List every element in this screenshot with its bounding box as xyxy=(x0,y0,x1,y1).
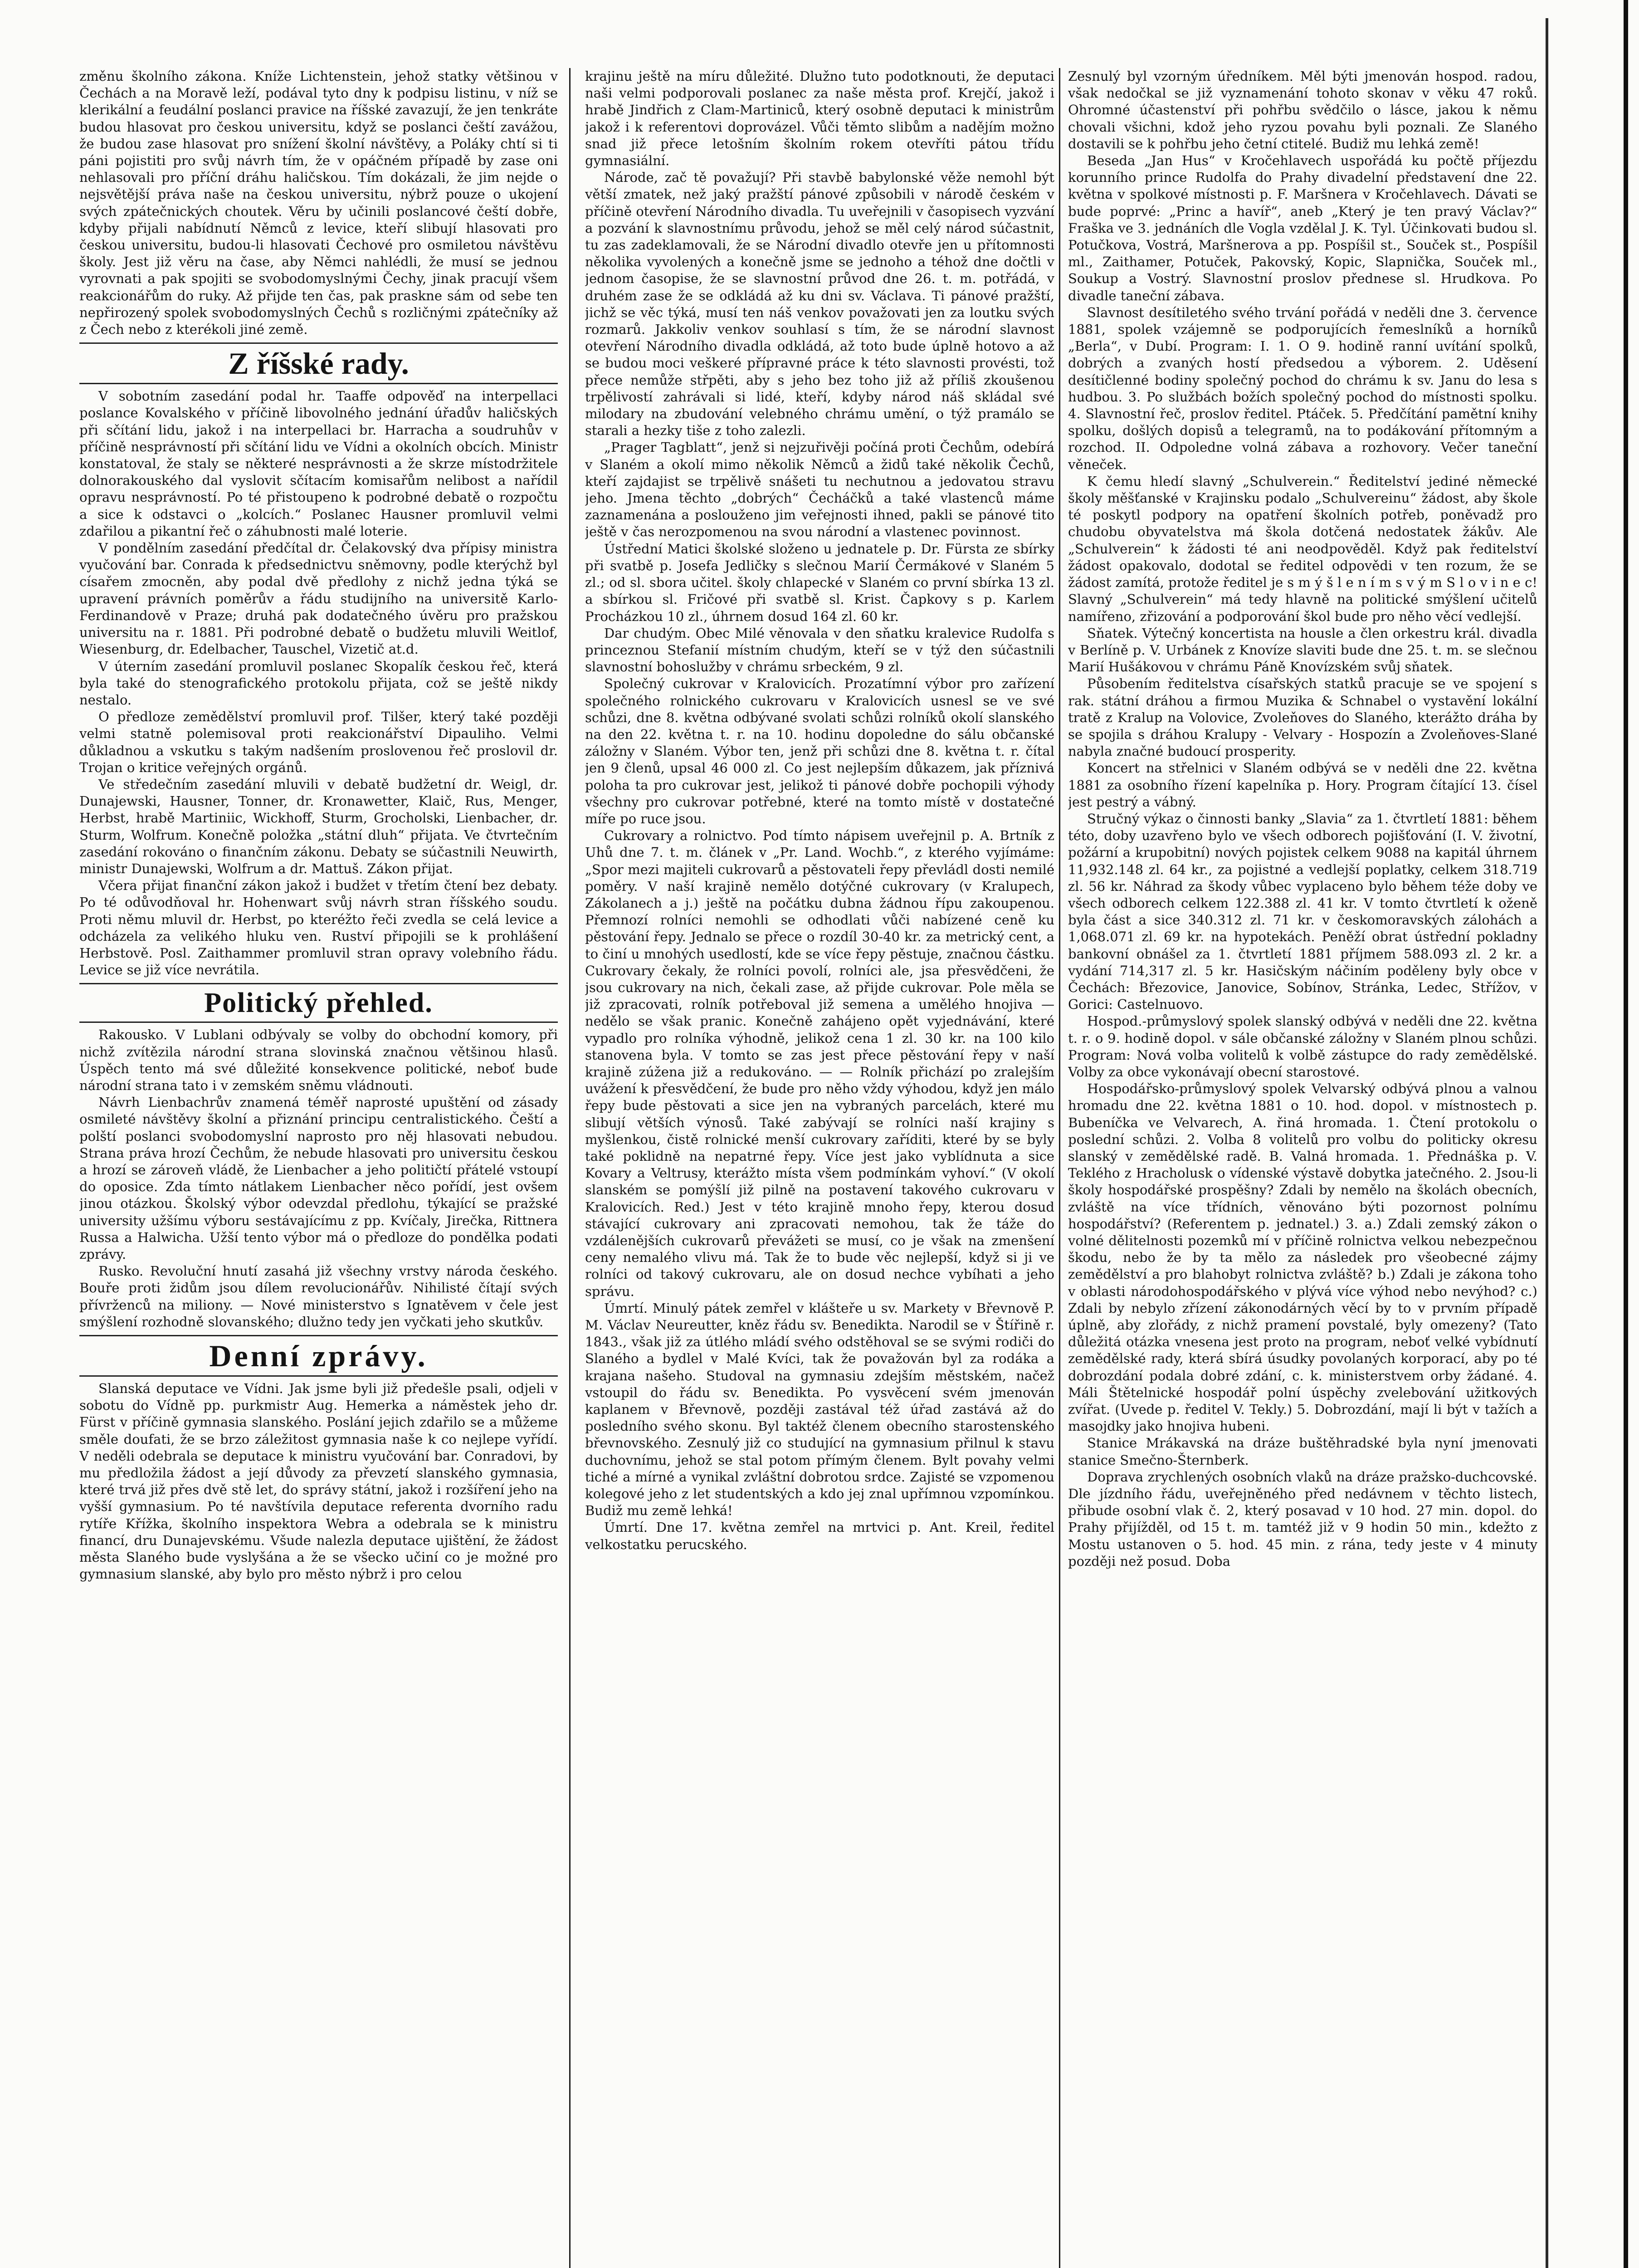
article-text: Hospod.-průmyslový spolek slanský odbývá v neděli dne 22. května t. r. o 9. hodině dopol. v sále občanské záložny v Slaném plnou schůzi. Program: Nová volba volitelů k volbě zástupce do rady zemědělské. Volby za obce vykonávají obecní starostové. xyxy=(1068,1013,1537,1080)
article-text: Sňatek. Výtečný koncertista na housle a člen orkestru král. divadla v Berlíně p. V. Urbánek z Knovíze slaviti bude dne 25. t. m. se slečnou Marií Hušákovou v chrámu Páně Knovízském svůj sňatek. xyxy=(1068,625,1537,675)
article-text: O předloze zemědělství promluvil prof. Tilšer, který také později velmi statně polemisoval proti reakcionářství Dipauliho. Velmi důkladnou a vskutku s takým nadšením proslovenou řeč proslovil dr. Trojan o kritice veřejných orgánů. xyxy=(79,709,558,775)
article-text: „Prager Tagblatt“, jenž si nejzuřivěji počíná proti Čechům, odebírá v Slaném a okolí mimo několik Němců a židů také několik Čechů, kteří zajdajist se trpělivě snášeti tu nechutnou a jedovatou stravu jeho. Jmena těchto „dobrých“ Čecháčků a také vlastenců máme zaznamenána a poslouženo jim veřejnosti ihned, pakli se pánové tito ještě v čas nerozpomenou na svou národní a vlastenec povinnost. xyxy=(585,440,1054,540)
article-text: Stručný výkaz o činnosti banky „Slavia“ za 1. čtvrtletí 1881: během této, doby uzavřeno bylo ve všech odborech pojišťování (I. V. životní, požární a krupobitní) nových pojistek celkem 9088 na kapitál úhrnem 11,932.148 zl. 64 kr., za pojistné a vedlejší poplatky, celkem 318.719 zl. 56 kr. Náhrad za škody vůbec vyplaceno bylo během téže doby ve všech odborech celkem 122.388 zl. 41 kr. V tomto čtvrtletí k oženě byla část a sice 340.312 zl. 71 kr. v českomoravských zálohách a 1,068.071 zl. 69 kr. na hypotekách. Peněží obrat ústřední pokladny bankovní obnášel za 1. čtvrtletí 1881 příjmem 588.093 zl. 2 kr. a vydání 714,317 zl. 5 kr. Hasičským náčiním poděleny byly obce v Čechách: Březovice, Janovice, Sobínov, Stránka, Ledec, Střížov, v Gorici: Castelnuovo. xyxy=(1068,811,1537,1012)
column-3 xyxy=(1068,68,1537,2268)
section-heading-zpravy: Denní zprávy. xyxy=(79,1335,558,1377)
article-text: změnu školního zákona. Kníže Lichtenstein, jehož statky většinou v Čechách a na Moravě leží, podával tyto dny k podpisu listinu, v níž se klerikální a feudální poslanci pravice na říšské zavazují, že jen tenkráte budou hlasovat pro českou universitu, když se poslanci čeští zavážou, že budou zase hlasovat pro snížení školní návštěvy, a Poláky chtí si ti páni pojistiti pro svůj návrh tím, že v opáčném případě by zase oni nehlasovali pro příční dráhu haličskou. Tím dokázali, že jim nejde o nejsvětější práva naše na českou universitu, nýbrž pouze o ukojení svých zpátečnických choutek. Věru by učinili poslancové čeští dobře, kdyby přijali nabídnutí Němců z levice, kteří slibují hlasovati pro českou universitu, budou-li hlasovati Čechové pro osmiletou návštěvu školy. Jest již věru na čase, aby Němci nahlédli, že musí se jednou vyrovnati a pak spojiti se svobodomyslnými Čechy, jinak pracují všem reakcionářům do ruky. Až přijde ten čas, pak praskne sám od sebe ten nepřirozený spolek svobodomyslných Čechů s rozličnými zpátečníky až z Čech nebo z kterékoli jiné země. xyxy=(79,68,558,337)
scan-page-edge xyxy=(1624,0,1628,2268)
column-rule-1 xyxy=(569,68,571,2268)
article-text: Doprava zrychlených osobních vlaků na dráze pražsko-duchcovské. Dle jízdního řádu, uveřejněného před nedávnem v těchto listech, přibude osobní vlak č. 2, který posavad v 10 hod. 27 min. dopol. do Prahy přijížděl, od 15 t. m. tamtéž již v 9 hodin 50 min., kdežto z Mostu ustanoven o 5. hod. 45 min. z rána, tedy jeste v 4 minuty později než posud. Doba xyxy=(1068,1469,1537,1569)
article-text: Ve středečním zasedání mluvili v debatě budžetní dr. Weigl, dr. Dunajewski, Hausner, Tonner, dr. Kronawetter, Klaič, Rus, Menger, Herbst, hrabě Martiniic, Wickhoff, Sturm, Grocholski, Lienbacher, dr. Sturm, Wolfrum. Konečně položka „státní dluh“ přijata. Ve čtvrtečním zasedání rokováno o finančním zákonu. Debaty se súčastnili Neuwirth, ministr Dunajewski, Wolfrum a dr. Mattuš. Zákon přijat. xyxy=(79,776,558,876)
column-1 xyxy=(79,68,558,2268)
article-text: K čemu hledí slavný „Schulverein.“ Ředitelství jediné německé školy měšťanské v Krajinsku podalo „Schulvereinu“ žádost, aby škole té poskytl podpory na opatření školních potřeb, poněvadž pro chudobu obyvatelstva má škola dotčená nedostatek žákův. Ale „Schulverein“ k žádosti té ani neodpověděl. Když pak ředitelství žádost opakovalo, dodotal se ředitel odpovědi v ten rozum, že se žádost zamítá, protože ředitel je s m ý š l e n í m s v ý m S l o v i n e c! Slavný „Schulverein“ má tedy hlavně na politické smýšlení učitelů namířeno, zřizování a podporování škol bude pro něho věcí vedlejší. xyxy=(1068,473,1537,624)
article-text: V úterním zasedání promluvil poslanec Skopalík českou řeč, která byla také do stenografického protokolu přijata, což se ještě nikdy nestalo. xyxy=(79,658,558,708)
article-text: Stanice Mrákavská na dráze buštěhradské byla nyní jmenovati stanice Smečno-Šternberk. xyxy=(1068,1435,1537,1468)
article-text: Cukrovary a rolnictvo. Pod tímto nápisem uveřejnil p. A. Brtník z Uhů dne 7. t. m. článek v „Pr. Land. Wochb.“, z kterého vyjímáme: „Spor mezi majiteli cukrovarů a pěstovateli řepy převládl dosti nemilé poměry. V naší krajině nemělo dotýčné cukrovary (v Kralupech, Zákolanech a j.) ještě na počátku dubna žádnou řípu zakoupenou. Přemnozí rolníci nemohli se odhodlati vůči nabízené ceně ku pěstování řepy. Jednalo se přece o rozdíl 30-40 kr. za metrický cent, a to činí u mnohých usedlostí, kde se více řepy pěstuje, značnou částku. Cukrovary čekaly, že rolníci povolí, rolníci ale, jsa přesvědčeni, že jsou cukrovary na nich, čekali zase, až přijde cukrovar. Pole měla se již zpracovati, rolník potřeboval již semena a umělého hnojiva — nedělo se však pranic. Konečně zahájeno opět vyjednávání, které vypadlo pro rolníka výhodně, jelikož cena 1 zl. 30 kr. na 100 kilo stanovena byla. V tomto se zas jest přece pěstování řepy v naší krajině zúžena již a redukováno. — — Rolník přichází po zralejším uvážení k přesvědčení, že bude pro něho vždy výhodou, když jen málo řepy bude pěstovati a sice jen na vybraných parcelách, které mu slibují větších výnosů. Také zabývají se rolníci naší krajiny s myšlenkou, čistě rolnické menší cukrovary zaříditi, které by se byly také poklidně na nepatrné řepy. Více jest jako vyblídnuta a sice Kovary a Veltrusy, kterážto místa všem podmínkám vyhoví.“ (V okolí slanském se pomýšlí již pilně na postavení takového cukrovaru v Kralovicích. Red.) Jest v této krajině mnoho řepy, kterou dosud stávající cukrovary ani zpracovati nemohou, tak že táže do vzdálenějších cukrovarů převážeti se musí, co je však na zmenšení ceny nemalého vlivu má. Tak že to bude věc nejlepší, když si ji ve rolníci od takový cukrovaru, ale on dosud nechce vybíhati a jeho správu. xyxy=(585,828,1054,1299)
article-text: Dar chudým. Obec Milé věnovala v den sňatku kralevice Rudolfa s princeznou Stefanií místním chudým, kteří se v týž den súčastnili slavnostní bohoslužby v chrámu srbeckém, 9 zl. xyxy=(585,625,1054,675)
article-text: Včera přijat finanční zákon jakož i budžet v třetím čtení bez debaty. Po té odůvodňoval hr. Hohenwart svůj návrh stran říšského soudu. Proti němu mluvil dr. Herbst, po kteréžto řeči zvedla se celá levice a odcházela za velikého hluku ven. Ruství připojili se k prohlášení Herbstově. Posl. Zaithammer promluvil stran opravy volebního řádu. Levice se již více nevrátila. xyxy=(79,878,558,978)
section-heading-rada: Z říšské rady. xyxy=(79,342,558,384)
article-text: Slavnost desítiletého svého trvání pořádá v neděli dne 3. července 1881, spolek vzájemně se podporujících řemeslníků a horníků „Berla“, v Dubí. Program: I. 1. O 9. hodině ranní uvítání spolků, dobrých a zvaných hostí předsedou a výborem. 2. Uděsení desítičlenné bodiny společný pochod do chrámu k sv. Janu do lesa s hudbou. 3. Po službách božích společný pochod do místnosti spolku. 4. Slavnostní řeč, proslov ředitel. Ptáček. 5. Předčítání pamětní knihy spolku, došlých dopisů a telegramů, na to podákování přítomným a rozchod. II. Odpoledne volná zábava a rozhovory. Večer taneční věneček. xyxy=(1068,304,1537,472)
article-text: Rakousko. V Lublani odbývaly se volby do obchodní komory, při nichž zvítězila národní strana slovinská značnou většinou hlasů. Úspěch tento má své důležité konsekvence politické, neboť bude národní strana tato i v zemském sněmu vládnouti. xyxy=(79,1027,558,1093)
column-2 xyxy=(585,68,1054,2268)
article-text: Úmrtí. Dne 17. května zemřel na mrtvici p. Ant. Kreil, ředitel velkostatku perucského. xyxy=(585,1520,1054,1552)
article-text: V sobotním zasedání podal hr. Taaffe odpověď na interpellaci poslance Kovalského v příčině libovolného jednání úřadův haličských při sčítání lidu, jakož i na interpellaci br. Harracha a soudruhův v příčině nesprávností při sčítání lidu ve Vídni a okolních obcích. Ministr konstatoval, že staly se některé nesprávnosti a že skrze místodržitele dolnorakouského dal vyslovit sčítacím komisařům nelibost a nařídil opravu nesprávností. Po té přistoupeno k podrobné debatě o rozpočtu a sice k odstavci o „kolcích.“ Poslanec Hausner promluvil velmi zdařilou a pikantní řeč o záhubnosti malé loterie. xyxy=(79,388,558,539)
article-text: Rusko. Revoluční hnutí zasahá již všechny vrstvy národa českého. Bouře proti židům jsou dílem revolucionářův. Nihilisté čítají svých přívrženců na miliony. — Nové ministerstvo s Ignatěvem v čele jest smýšlení rozhodně slovanského; dlužno tedy jen vyčkati jeho skutkův. xyxy=(79,1263,558,1330)
article-text: Beseda „Jan Hus“ v Kročehlavech uspořádá ku počtě příjezdu korunního prince Rudolfa do Prahy divadelní představení dne 22. května v spolkové místnosti p. F. Maršnera v Kročehlavech. Dávati se bude poprvé: „Princ a havíř“, aneb „Který je ten pravý Václav?“ Fraška ve 3. jednáních dle Vogla vzdělal J. K. Tyl. Účinkovati budou sl. Potučkova, Vostrá, Maršnerova a pp. Pospíšil st., Souček st., Pospíšil ml., Zaithamer, Potuček, Pakovský, Kopic, Slapnička, Souček ml., Soukup a Vostrý. Slavnostní proslov přednese sl. Hrudkova. Po divadle taneční zábava. xyxy=(1068,153,1537,303)
article-text: Hospodářsko-průmyslový spolek Velvarský odbývá plnou a valnou hromadu dne 22. května 1881 o 10. hod. dopol. v místnostech p. Bubeníčka ve Velvarech, A. řiná hromada. 1. Čtení protokolu o poslední schůzi. 2. Volba 8 volitelů pro volbu do politicky okresu slanský v zemědělské radě. B. Valná hromada. 1. Přednáška p. V. Teklého z Hracholusk o vídenské výstavě dobytka jatečného. 2. Jsou-li školy hospodářské prospěšny? Zdali by nemělo na školách obecních, zvláště na více třídních, věnováno býti pozornost polnímu hospodářství? (Referentem p. jednatel.) 3. a.) Zdali zemský zákon o volné dělitelnosti pozemků mí v příčině rolnictva velkou nebezpečnou škodu, nebo že by ta mělo za následek pro všeobecné zájmy zemědělství a pro blahobyt rolnictva zvláště? b.) Zdali je zákona toho v oblasti národohospodářského v plývá více výhod nebo nevýhod? c.) Zdali by nebylo zřízení zákonodárných věcí by to v prvním případě úplně, aby zlořády, z nichž pramení povstalé, byly omezeny? (Tato důležitá otázka vnesena jest proto na program, neboť velké vybídnutí zemědělské rady, která sbírá úsudky povolaných korporací, aby po té dobrozdání podala dobré zdání, c. k. ministerstvem orby žádané. 4. Máli Štětelnické hospodář polní úspěchy zvelebování užitkových zvířat. (Uvede p. ředitel V. Tekly.) 5. Dobrozdání, mají li být v tažích a masojdky jako hnojiva hubeni. xyxy=(1068,1081,1537,1434)
article-text: krajinu ještě na míru důležité. Dlužno tuto podotknouti, že deputaci naši velmi podporovali poslanec za naše města prof. Krejčí, jakož i hrabě Jindřich z Clam-Martiniců, který osobně deputaci k ministrům jakož i k referentovi doprovázel. Vůči těmto slibům a nadějím možno snad již přece letošním školním rokem otevříti pátou třídu gymnasiální. xyxy=(585,68,1054,169)
column-rule-2 xyxy=(1059,68,1060,2268)
article-text: V pondělním zasedání předčítal dr. Čelakovský dva přípisy ministra vyučování bar. Conrada k předsednictvu sněmovny, podle kterýchž byl císařem zmocněn, aby podal dvě předlohy z nichž jedna týká se upravení právních poměrův a řádu studijního na universitě Karlo-Ferdinandově v Praze; druhá pak dodatečného úvěru pro pražskou universitu na r. 1881. Při podrobné debatě o budžetu mluvili Weitlof, Wiesenburg, dr. Edelbacher, Tauschel, Vizetič at.d. xyxy=(79,540,558,657)
article-text: Koncert na střelnici v Slaném odbývá se v neděli dne 22. května 1881 za osobního řízení kapelníka p. Hory. Program čítající 13. čísel jest pestrý a vábný. xyxy=(1068,760,1537,810)
article-text: Zesnulý byl vzorným úředníkem. Měl býti jmenován hospod. radou, však nedočkal se již vyznamenání tohoto skonav v věku 47 roků. Ohromné účastenství při pohřbu svědčilo o lásce, jakou k němu chovali všichni, kdož jeho ryzou povahu byli poznali. Ze Slaného dostavili se k pohřbu jeho četní ctitelé. Budiž mu lehká země! xyxy=(1068,68,1537,152)
section-heading-prehled: Politický přehled. xyxy=(79,983,558,1023)
article-text: Slanská deputace ve Vídni. Jak jsme byli již předešle psali, odjeli v sobotu do Vídně pp. purkmistr Aug. Hemerka a náměstek jeho dr. Fürst v příčině gymnasia slanského. Poslání jejich zdařilo se a můžeme směle doufati, že se brzo záležitost gymnasia naše k co nejlepe vyřídí. V neděli odebrala se deputace k ministru vyučování bar. Conradovi, by mu předložila žádost a její důvody za převzetí slanského gymnasia, které trvá již přes dvě stě let, do správy státní, jakož i rozšíření jeho na vyšší gymnasium. Po té navštívila deputace referenta dvorního radu rytíře Křížka, školního inspektora Webra a odebrala se k ministru financí, dru Dunajevskému. Všude nalezla deputace ujištění, že žádost města Slaného bude vyslyšána a že se všecko učiní co je možné pro gymnasium slanské, aby bylo pro město nýbrž i pro celou xyxy=(79,1381,558,1582)
article-text: Společný cukrovar v Kralovicích. Prozatímní výbor pro zařízení společného rolnického cukrovaru v Kralovicích usnesl se ve své schůzi, dne 8. května odbývané svolati schůzi rolníků okolí slanského na den 22. května t. r. na 10. hodinu dopoledne do sálu občanské záložny v Slaném. Výbor ten, jenž při schůzi dne 8. května t. r. čítal jen 9 členů, upsal 46 000 zl. Co jest nejlepším důkazem, jak příznivá poloha ta pro cukrovar jest, jelikož ti pánové dobře pochopili výhody všechny pro cukrovar potřebné, které na tomto místě v dostatečné míře po ruce jsou. xyxy=(585,676,1054,826)
article-text: Národe, zač tě považují? Při stavbě babylonské věže nemohl být větší zmatek, než jaký pražští pánové způsobili v národě českém v příčině otevření Národního divadla. Tu uveřejnili v časopisech vyzvání a pozvání k slavnostnímu průvodu, jehož se měl celý národ súčastnit, tu zas zadeklamovali, že se Národní divadlo otevře jen u přítomnosti několika vyvolených a konečně jsme se jednoho a téhož dne dočtli v jednom časopise, že se slavnostní průvod dne 26. t. m. potřádá, v druhém zase že se odkládá až ku dni sv. Václava. Ti pánové pražští, jichž se věc týká, musí ten náš venkov považovati jen za loutku svých rozmarů. Jakkoliv venkov souhlasí s tím, že se národní slavnost otevření Národního divadla odkládá, až toto bude úplně hotovo a až se budou moci veškeré přípravné práce k této slavnosti provésti, tož přece nemůže střpěti, aby s jeho bez toho již až příliš zkoušenou trpělivostí zahrávali si lidé, kteří, kdyby národ náš skládal své milodary na zbudování velebného chrámu umění, o týž pramálo se starali a hezky tiše z toho zalezli. xyxy=(585,170,1054,439)
article-text: Úmrtí. Minulý pátek zemřel v klášteře u sv. Markety v Břevnově P. M. Václav Neureutter, kněz řádu sv. Benedikta. Narodil se v Štířině r. 1843., však již za útlého mládí svého odstěhoval se se svými rodiči do Slaného a bydlel v Malé Kvíci, tak že považován byl za rodáka a krajana našeho. Studoval na gymnasiu zdejším městském, načež vstoupil do řádu sv. Benedikta. Po vysvěcení svém jmenován kaplanem v Břevnově, později zastával též úřad zastává až do posledního svého skonu. Byl taktéž členem obecního starostenského břevnovského. Zesnulý již co studující na gymnasium přilnul k stavu duchovnímu, jehož se stal potom přímým členem. Bylt povahy velmi tiché a mírné a vynikal zvláštní dobrotou srdce. Zajisté se vzpomenou kolegové jeho z let studentských a kdo jej znal upřímnou vzpomínkou. Budiž mu země lehká! xyxy=(585,1300,1054,1519)
article-text: Působením ředitelstva císařských statků pracuje se ve spojení s rak. státní dráhou a firmou Muzika & Schnabel o vystavění lokální tratě z Kralup na Volovice, Zvoleňoves do Slaného, kterážto dráha by se spojila s dráhou Kralupy - Velvary - Hospozín a Zvoleňoves-Slané nabyla značné budoucí prosperity. xyxy=(1068,676,1537,759)
article-text: Ústřední Matici školské složeno u jednatele p. Dr. Fürsta ze sbírky při svatbě p. Josefa Jedličky s slečnou Marií Čermákové v Slaném 5 zl.; od sl. sbora učitel. školy chlapecké v Slaném co první sbírka 13 zl. a sbírkou sl. Fričové při svatbě sl. Krist. Čapkovy s p. Karlem Procházkou 10 zl., úhrnem dosud 164 zl. 60 kr. xyxy=(585,541,1054,624)
article-text: Návrh Lienbachrův znamená téměř naprosté upuštění od zásady osmileté návštěvy školní a přiznání principu centralistického. Čeští a polští poslanci svobodomyslní naprosto pro něj hlasovati nebudou. Strana práva hrozí Čechům, že nebude hlasovati pro universitu českou a hrozí se zároveň vládě, že Lienbacher a jeho političtí přátelé vstoupí do oposice. Zda tímto nátlakem Lienbacher něco pořídí, jest ovšem jinou otázkou. Školský výbor odevzdal předlohu, týkající se pražské university užšímu výboru sestávajícímu z pp. Kvíčaly, Jirečka, Rittnera Russa a Halwicha. Užší tento výbor má o předloze do pondělka podati zprávy. xyxy=(79,1095,558,1262)
scan-binding-line xyxy=(1546,18,1548,2268)
